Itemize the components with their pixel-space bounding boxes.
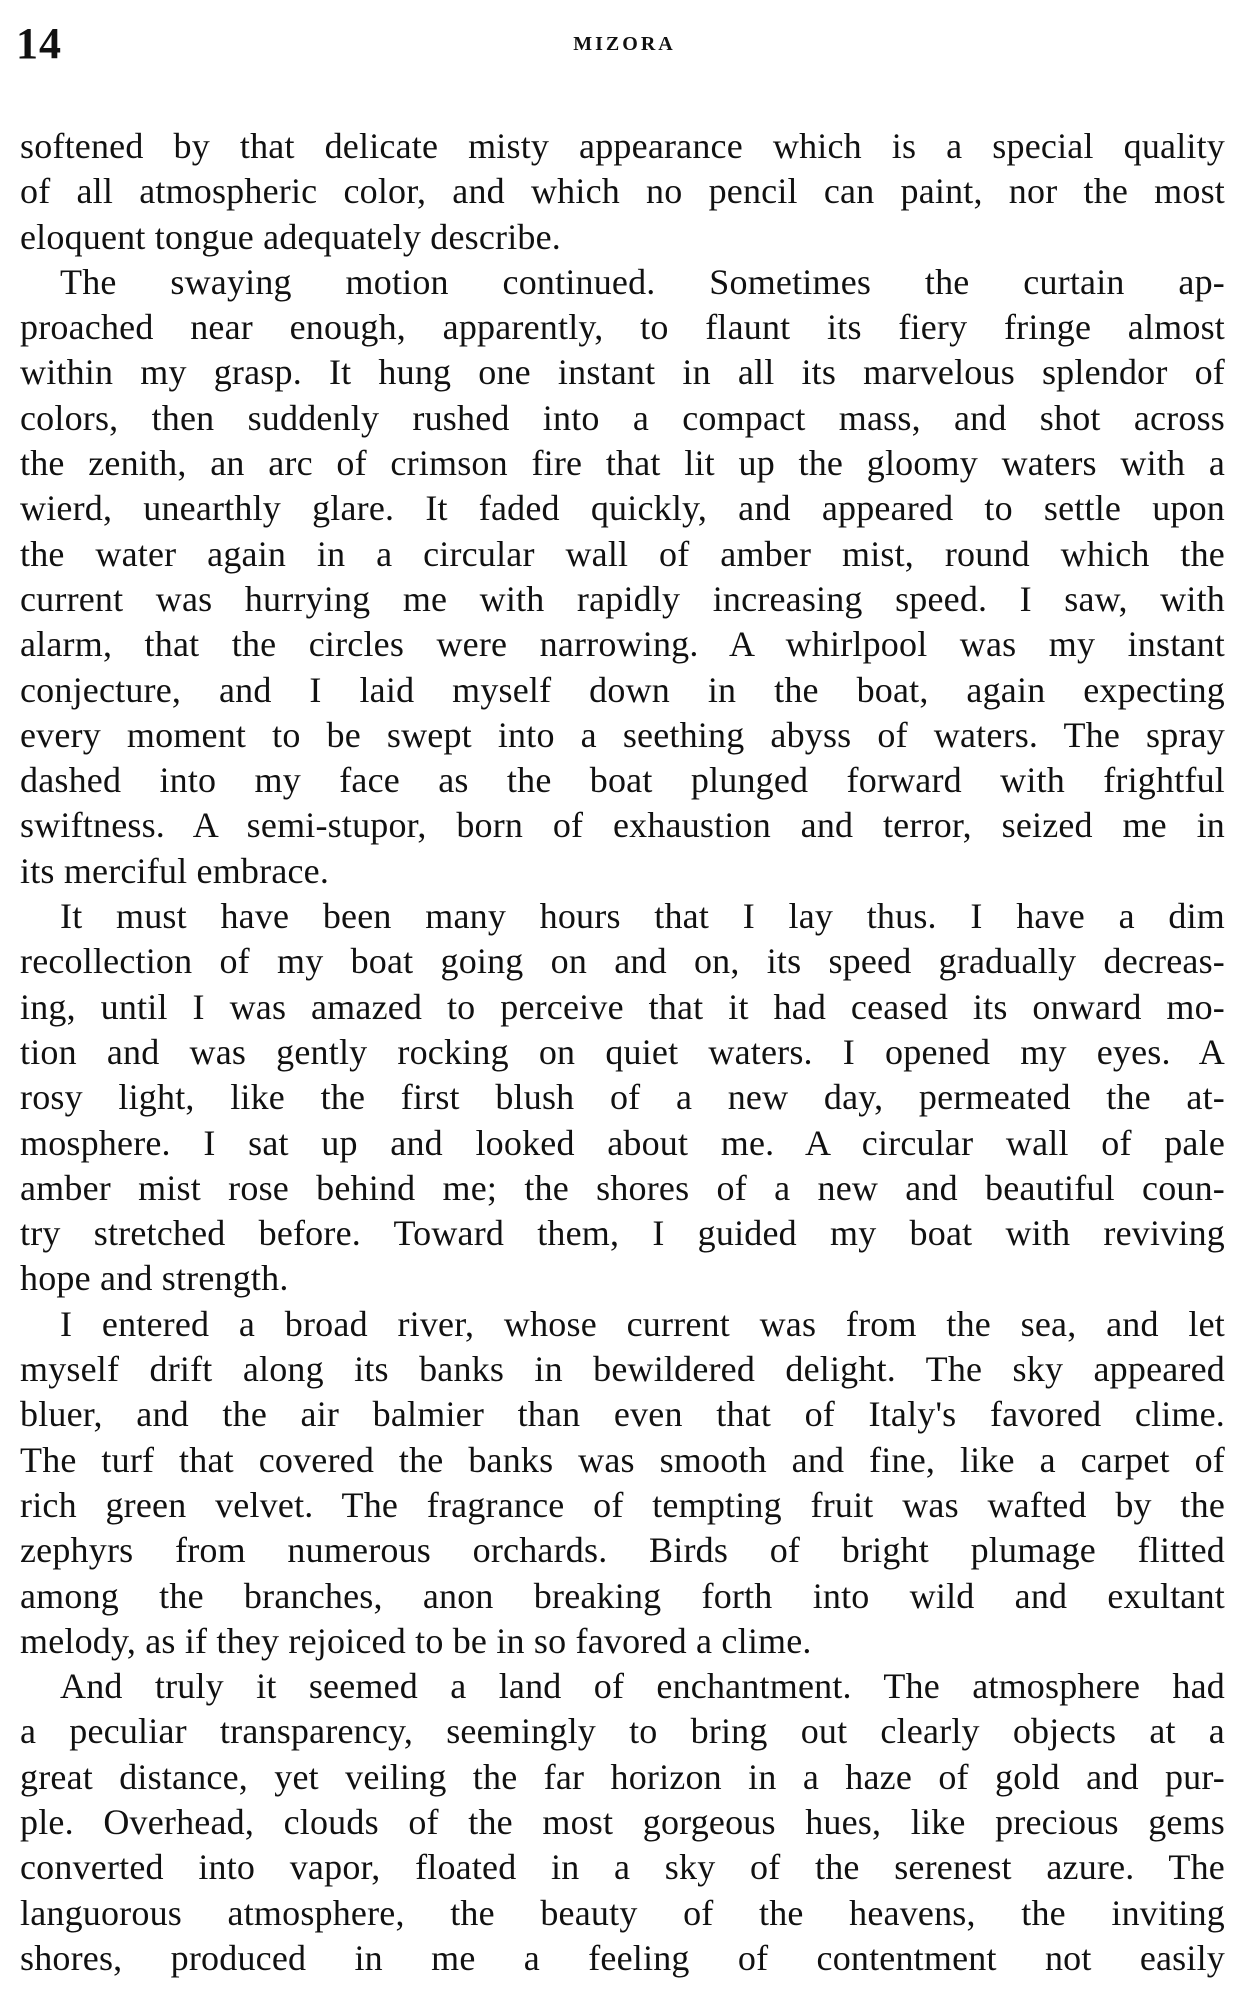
text-line: proached near enough, apparently, to flaunt its fiery fringe almost (20, 307, 1225, 348)
text-line: converted into vapor, floated in a sky of the serenest azure. The (20, 1847, 1225, 1888)
text-line: softened by that delicate misty appearance which is a special quality (20, 126, 1225, 166)
paragraph (20, 1664, 1225, 1981)
text-line: the zenith, an arc of crimson fire that lit up the gloomy waters with a (20, 443, 1225, 484)
text-line: dashed into my face as the boat plunged forward with frightful (20, 760, 1225, 801)
text-line: And truly it seemed a land of enchantment. The atmosphere had (60, 1666, 1225, 1707)
text-line: myself drift along its banks in bewildered delight. The sky appeared (20, 1349, 1225, 1390)
text-line: The turf that covered the banks was smooth and fine, like a carpet of (20, 1439, 1225, 1480)
text-line: bluer, and the air balmier than even that of Italy's favored clime. (20, 1394, 1225, 1435)
text-line: of all atmospheric color, and which no pencil can paint, nor the most (20, 171, 1225, 212)
text-line: its merciful embrace. (20, 850, 330, 891)
paragraph (20, 260, 1225, 894)
text-line: colors, then suddenly rushed into a compact mass, and shot across (20, 397, 1225, 438)
text-line: current was hurrying me with rapidly increasing speed. I saw, with (20, 578, 1225, 619)
text-line: great distance, yet veiling the far horizon in a haze of gold and pur- (20, 1756, 1225, 1797)
paragraph (20, 1302, 1225, 1664)
text-line: shores, produced in me a feeling of contentment not easily (20, 1937, 1225, 1978)
text-line: within my grasp. It hung one instant in all its marvelous splendor of (20, 352, 1225, 393)
text-line: try stretched before. Toward them, I guided my boat with reviving (20, 1213, 1225, 1254)
text-line: conjecture, and I laid myself down in the boat, again expecting (20, 669, 1225, 710)
text-line: rosy light, like the first blush of a new day, permeated the at- (20, 1077, 1225, 1118)
text-line: recollection of my boat going on and on, its speed gradually decreas- (20, 941, 1225, 982)
text-line: mosphere. I sat up and looked about me. A circular wall of pale (20, 1122, 1225, 1163)
text-line: It must have been many hours that I lay thus. I have a dim (60, 896, 1225, 937)
text-line: ing, until I was amazed to perceive that it had ceased its onward mo- (20, 986, 1225, 1027)
text-line: ple. Overhead, clouds of the most gorgeous hues, like precious gems (20, 1801, 1225, 1842)
text-line: I entered a broad river, whose current was from the sea, and let (60, 1303, 1225, 1344)
text-line: wierd, unearthly glare. It faded quickly, and appeared to settle upon (20, 488, 1225, 529)
text-line: zephyrs from numerous orchards. Birds of bright plumage flitted (20, 1530, 1225, 1571)
text-line: tion and was gently rocking on quiet waters. I opened my eyes. A (20, 1031, 1225, 1072)
text-line: The swaying motion continued. Sometimes the curtain ap- (60, 261, 1225, 302)
text-line: swiftness. A semi-stupor, born of exhaustion and terror, seized me in (20, 805, 1225, 846)
text-line: melody, as if they rejoiced to be in so favored a clime. (20, 1620, 812, 1661)
text-line: the water again in a circular wall of amber mist, round which the (20, 533, 1225, 574)
page-number: 14 (16, 19, 62, 68)
text-line: languorous atmosphere, the beauty of the heavens, the inviting (20, 1892, 1225, 1933)
text-line: eloquent tongue adequately describe. (20, 216, 561, 257)
running-head: MIZORA (573, 33, 676, 55)
text-line: among the branches, anon breaking forth into wild and exultant (20, 1575, 1225, 1616)
text-line: every moment to be swept into a seething abyss of waters. The spray (20, 714, 1225, 755)
paragraph (20, 894, 1225, 1302)
text-line: alarm, that the circles were narrowing. A whirlpool was my instant (20, 624, 1225, 665)
text-line: hope and strength. (20, 1258, 289, 1299)
body-text (20, 124, 1225, 1981)
text-line: rich green velvet. The fragrance of tempting fruit was wafted by the (20, 1484, 1225, 1525)
text-line: amber mist rose behind me; the shores of a new and beautiful coun- (20, 1167, 1225, 1208)
text-line: a peculiar transparency, seemingly to bring out clearly objects at a (20, 1711, 1225, 1752)
paragraph (20, 124, 1225, 260)
